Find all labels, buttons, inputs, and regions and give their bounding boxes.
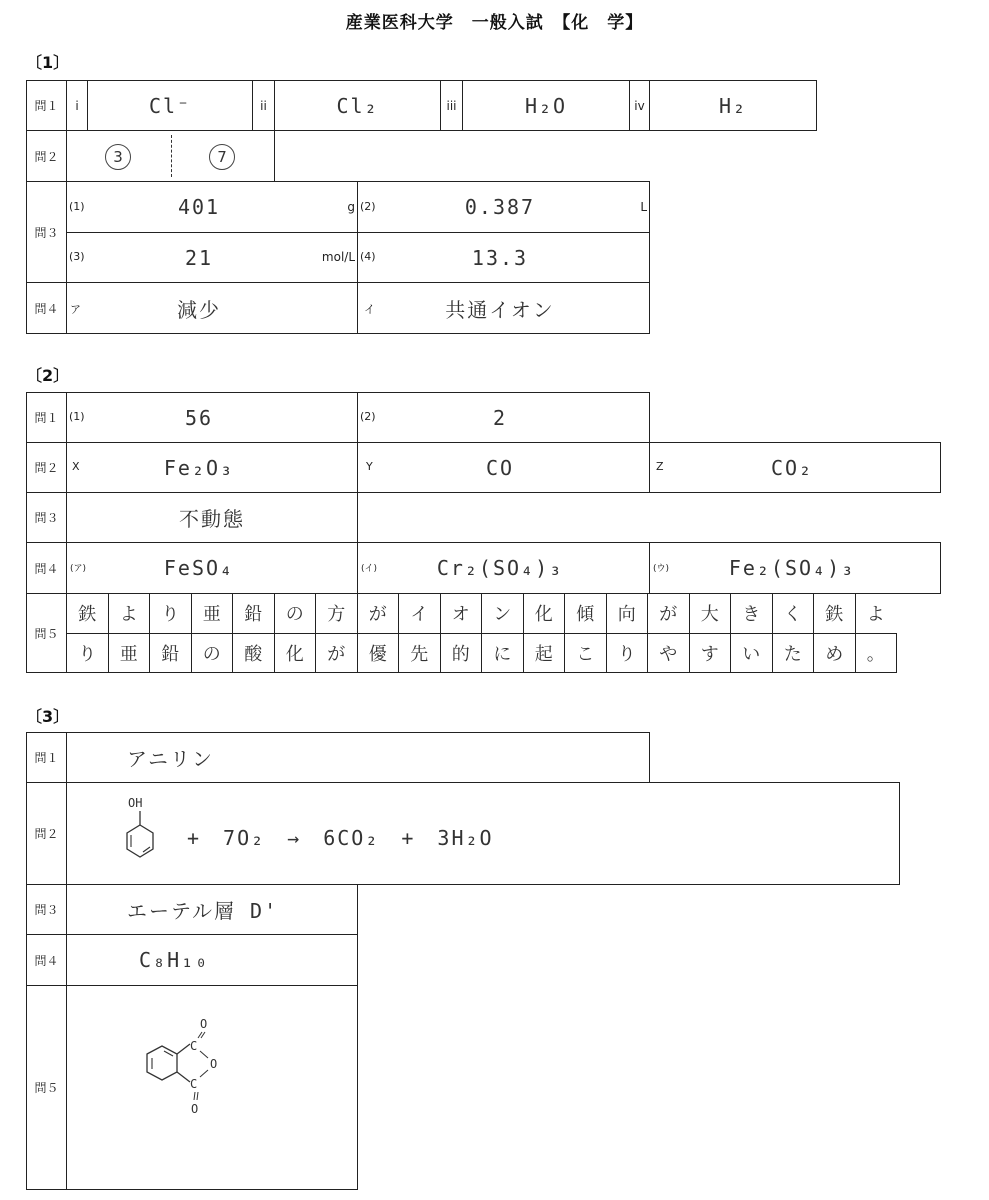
s2-q5-label-cell	[26, 593, 67, 673]
s2-q5-grid-char: が	[368, 604, 387, 626]
s2-q5-grid-cell[interactable]	[564, 593, 607, 634]
s1-q4-label-cell	[26, 282, 67, 334]
s2-q5-grid-char: に	[493, 643, 512, 665]
s3-q1-label: 問１	[34, 751, 59, 765]
s2-q1-answer-1-cell[interactable]	[66, 392, 358, 443]
s2-q5-grid-cell[interactable]	[149, 633, 192, 674]
s2-q5-grid-cell[interactable]	[606, 633, 649, 674]
s1-q3-answer-2-cell[interactable]	[357, 181, 650, 233]
s2-q5-grid-cell[interactable]	[440, 593, 483, 634]
s2-q1-label-cell	[26, 392, 67, 443]
anhydride-o-bottom: O	[191, 1102, 199, 1116]
s3-q2-label-cell	[26, 782, 67, 885]
s2-q3-answer: 不動態	[179, 507, 245, 531]
s2-q5-grid-char: い	[742, 643, 761, 665]
section-2-label: 〔2〕	[26, 366, 70, 385]
s2-q5-grid-char: 鉛	[161, 643, 180, 665]
s2-q5-grid-char: り	[78, 643, 97, 665]
s2-q2-sub-x: X	[72, 460, 80, 473]
s2-q5-grid-char: ン	[493, 604, 512, 626]
s1-q1-label: 問１	[34, 99, 59, 113]
s1-q4-answer-a: 減少	[177, 297, 221, 322]
s2-q5-grid-cell[interactable]	[357, 593, 400, 634]
s1-q1-answer-ii: Cl₂	[336, 93, 379, 118]
s2-q5-grid-cell[interactable]	[647, 633, 690, 674]
s1-q3-answer-3: 21	[184, 245, 214, 270]
s1-q3-sub-3: (3)	[69, 250, 85, 263]
s1-q3-unit-3: mol/L	[321, 250, 355, 264]
s2-q5-grid-cell[interactable]	[274, 593, 317, 634]
s2-q5-grid-cell[interactable]	[772, 593, 815, 634]
s1-q3-answer-1: 401	[177, 195, 221, 219]
s2-q4-answer-i-cell[interactable]	[357, 542, 650, 594]
s1-q3-sub-1: (1)	[69, 200, 85, 213]
s1-q1-sub-iii: iii	[446, 98, 457, 113]
s2-q5-grid-char: が	[659, 604, 678, 626]
s2-q5-grid-char: 化	[534, 604, 553, 626]
s2-q5-grid-char: き	[742, 604, 761, 626]
s2-q5-grid-cell[interactable]	[66, 593, 109, 634]
s2-q5-grid-char: た	[783, 643, 802, 665]
s1-q4-answer-a-cell[interactable]	[66, 282, 358, 334]
s2-q5-grid-cell[interactable]	[606, 593, 649, 634]
s1-q4-answer-i: 共通イオン	[445, 297, 555, 322]
s2-q5-grid-cell[interactable]	[232, 593, 275, 634]
s2-q4-sub-u: (ウ)	[653, 564, 670, 574]
s1-q1-sub-iv-cell	[629, 80, 650, 131]
s1-q1-sub-iv: iv	[634, 98, 645, 113]
s1-q1-answer-ii-cell[interactable]	[274, 80, 441, 131]
s2-q5-grid-char: す	[700, 643, 719, 665]
s1-q4-label: 問４	[34, 301, 59, 316]
s2-q2-sub-z: Z	[656, 460, 664, 473]
s2-q2-answer-y-cell[interactable]	[357, 442, 650, 493]
s1-q3-answer-2: 0.387	[464, 195, 536, 219]
s3-q5-label: 問５	[34, 1081, 59, 1095]
s2-q4-label: 問４	[34, 561, 59, 576]
s2-q5-grid-cell[interactable]	[813, 633, 856, 674]
s3-q1-answer: アニリン	[127, 747, 214, 771]
s3-q1-answer-cell[interactable]	[66, 732, 650, 783]
s2-q5-grid-char: 大	[700, 604, 719, 626]
s3-q5-label-cell	[26, 985, 67, 1190]
s2-q5-grid-cell[interactable]	[481, 633, 524, 674]
s1-q1-label-cell	[26, 80, 67, 131]
s1-q2-answer-cell[interactable]	[66, 130, 275, 182]
s2-q3-label: 問３	[34, 511, 59, 525]
s2-q2-answer-x-cell[interactable]	[66, 442, 358, 493]
s2-q5-grid-char: や	[659, 643, 678, 665]
s3-q4-answer-cell[interactable]	[66, 934, 358, 986]
s1-q1-answer-i: Cl⁻	[148, 93, 192, 118]
s2-q5-grid-cell[interactable]	[66, 633, 109, 674]
s1-q3-label-cell	[26, 181, 67, 283]
s2-q2-label: 問２	[34, 461, 59, 475]
s2-q5-label: 問５	[34, 626, 59, 641]
s1-q3-sub-4: (4)	[360, 250, 376, 263]
s2-q2-label-cell	[26, 442, 67, 493]
s2-q5-grid-char: 優	[368, 643, 387, 665]
s3-q3-answer: エーテル層 D'	[127, 899, 279, 923]
s2-q5-grid-cell[interactable]	[149, 593, 192, 634]
s2-q5-grid-char: 起	[534, 643, 553, 665]
s1-q3-label: 問３	[34, 225, 59, 240]
s2-q5-grid-cell[interactable]	[730, 593, 773, 634]
s2-q4-label-cell	[26, 542, 67, 594]
s2-q5-grid-char: こ	[576, 643, 595, 665]
s2-q5-grid-cell[interactable]	[315, 593, 358, 634]
s2-q2-answer-x: Fe₂O₃	[163, 455, 235, 480]
s2-q5-grid-cell[interactable]	[689, 593, 732, 634]
s3-q4-label-cell	[26, 934, 67, 986]
phenol-structure	[122, 795, 162, 875]
s1-q3-answer-3-cell[interactable]	[66, 232, 358, 283]
s2-q5-grid-cell[interactable]	[191, 593, 234, 634]
s2-q5-grid-cell[interactable]	[647, 593, 690, 634]
s2-q5-grid-char: オ	[451, 604, 470, 626]
s2-q5-grid-char: 方	[327, 604, 346, 626]
s1-q1-sub-ii-cell	[252, 80, 275, 131]
s2-q5-grid-cell[interactable]	[772, 633, 815, 674]
s3-q4-answer: C₈H₁₀	[139, 948, 210, 972]
s1-q2-label-cell	[26, 130, 67, 182]
s2-q5-grid-char: よ	[866, 604, 885, 626]
s3-q2-answer-cell[interactable]	[66, 782, 900, 885]
s1-q1-sub-i: i	[75, 98, 79, 113]
s2-q5-grid-char: 鉛	[244, 604, 263, 626]
s2-q5-grid-char: イ	[410, 604, 429, 626]
s1-q3-unit-2: L	[640, 200, 647, 214]
s1-q1-answer-iv: H₂	[718, 93, 748, 118]
s2-q5-grid-char: 傾	[576, 604, 595, 626]
s2-q5-grid-char: 的	[451, 643, 470, 665]
s2-q3-label-cell	[26, 492, 67, 543]
s2-q4-answer-u: Fe₂(SO₄)₃	[728, 556, 856, 580]
s2-q5-grid-cell[interactable]	[689, 633, 732, 674]
s3-q1-label-cell	[26, 732, 67, 783]
s2-q5-grid-cell[interactable]	[274, 633, 317, 674]
s2-q2-answer-z-cell[interactable]	[649, 442, 941, 493]
s2-q3-answer-cell[interactable]	[66, 492, 358, 543]
s2-q4-answer-u-cell[interactable]	[649, 542, 941, 594]
s2-q1-answer-2-cell[interactable]	[357, 392, 650, 443]
s2-q1-label: 問１	[34, 411, 59, 425]
section-3-label: 〔3〕	[26, 707, 70, 726]
s2-q5-grid-cell[interactable]	[108, 593, 151, 634]
s3-q5-answer-cell[interactable]	[66, 985, 358, 1190]
s2-q5-grid-cell[interactable]	[191, 633, 234, 674]
s3-q2-equation: + 7O₂ → 6CO₂ + 3H₂O	[187, 825, 494, 850]
s2-q1-answer-1: 56	[184, 405, 214, 430]
s3-q2-label: 問２	[34, 827, 59, 841]
s2-q5-grid-cell[interactable]	[730, 633, 773, 674]
s1-q3-sub-2: (2)	[360, 200, 376, 213]
s2-q4-answer-i: Cr₂(SO₄)₃	[436, 556, 564, 580]
s2-q5-grid-char: 。	[866, 643, 885, 665]
anhydride-c-bottom: C	[190, 1077, 198, 1091]
s1-q4-answer-i-cell[interactable]	[357, 282, 650, 334]
s2-q4-answer-a: FeSO₄	[163, 556, 235, 580]
s2-q5-grid-cell[interactable]	[813, 593, 856, 634]
s2-q5-grid-cell[interactable]	[855, 633, 898, 674]
section-1-label: 〔1〕	[26, 53, 70, 72]
s2-q5-grid-char: 向	[617, 604, 636, 626]
s2-q1-sub-1: (1)	[69, 410, 85, 423]
s1-q1-answer-iv-cell[interactable]	[649, 80, 817, 131]
s2-q5-grid-char: 鉄	[78, 604, 97, 626]
s2-q5-grid-char: 酸	[244, 643, 263, 665]
s2-q2-answer-z: CO₂	[770, 455, 814, 480]
s2-q2-answer-y: CO	[485, 455, 515, 480]
s1-q1-answer-iii-cell[interactable]	[462, 80, 630, 131]
s2-q1-answer-2: 2	[492, 405, 508, 430]
phenol-oh-label: OH	[128, 796, 143, 810]
s1-q3-answer-4: 13.3	[471, 245, 529, 270]
s2-q5-grid-cell[interactable]	[398, 633, 441, 674]
s2-q5-grid-char: 鉄	[825, 604, 844, 626]
s2-q5-grid-cell[interactable]	[481, 593, 524, 634]
s3-q4-label: 問４	[34, 953, 59, 968]
s3-q3-label: 問３	[34, 903, 59, 917]
s2-q5-grid-cell[interactable]	[315, 633, 358, 674]
s2-q5-grid-cell[interactable]	[855, 593, 898, 634]
anhydride-o-ring: O	[210, 1057, 218, 1071]
s1-q2-answer-1: 3	[105, 144, 131, 170]
s2-q5-grid-char: 化	[285, 643, 304, 665]
s1-q3-answer-4-cell[interactable]	[357, 232, 650, 283]
s2-q5-grid-cell[interactable]	[564, 633, 607, 674]
s2-q5-grid-char: り	[161, 604, 180, 626]
s1-q1-sub-i-cell	[66, 80, 88, 131]
s1-q3-unit-1: g	[347, 200, 355, 214]
s2-q1-sub-2: (2)	[360, 410, 376, 423]
s2-q5-grid-char: 亜	[202, 604, 221, 626]
s3-q3-answer-cell[interactable]	[66, 884, 358, 935]
s2-q5-grid-cell[interactable]	[440, 633, 483, 674]
s2-q5-grid-char: く	[783, 604, 802, 626]
s1-q1-sub-ii: ii	[260, 98, 267, 113]
s2-q5-grid-cell[interactable]	[523, 633, 566, 674]
s2-q2-sub-y: Y	[366, 460, 373, 473]
s1-q1-answer-iii: H₂O	[524, 93, 568, 118]
s2-q5-grid-char: り	[617, 643, 636, 665]
s2-q5-grid-char: め	[825, 643, 844, 665]
anhydride-c-top: C	[190, 1039, 198, 1053]
s2-q5-grid-cell[interactable]	[108, 633, 151, 674]
s2-q5-grid-cell[interactable]	[398, 593, 441, 634]
s2-q5-grid-char: よ	[119, 604, 138, 626]
phthalic-anhydride-structure	[122, 1014, 242, 1134]
s1-q3-answer-1-cell[interactable]	[66, 181, 358, 233]
s2-q5-grid-char: の	[202, 643, 221, 665]
anhydride-o-top: O	[200, 1017, 208, 1031]
page-title: 産業医科大学 一般入試 【化 学】	[345, 13, 644, 33]
s1-q4-sub-a: ア	[70, 303, 81, 316]
s2-q5-grid-char: の	[285, 604, 304, 626]
s2-q5-grid-char: 先	[410, 643, 429, 665]
s2-q4-answer-a-cell[interactable]	[66, 542, 358, 594]
s1-q2-divider	[171, 135, 172, 177]
s2-q5-grid-char: が	[327, 643, 346, 665]
s1-q2-answer-2: 7	[209, 144, 235, 170]
s1-q1-sub-iii-cell	[440, 80, 463, 131]
s1-q2-label: 問２	[34, 149, 59, 164]
s2-q4-sub-i: (イ)	[361, 564, 378, 574]
s2-q5-grid-cell[interactable]	[232, 633, 275, 674]
s2-q4-sub-a: (ア)	[70, 564, 87, 574]
s3-q3-label-cell	[26, 884, 67, 935]
s2-q5-grid-cell[interactable]	[523, 593, 566, 634]
s2-q5-grid-char: 亜	[119, 643, 138, 665]
s1-q4-sub-i: イ	[364, 303, 375, 316]
s2-q5-grid-cell[interactable]	[357, 633, 400, 674]
s1-q1-answer-i-cell[interactable]	[87, 80, 253, 131]
